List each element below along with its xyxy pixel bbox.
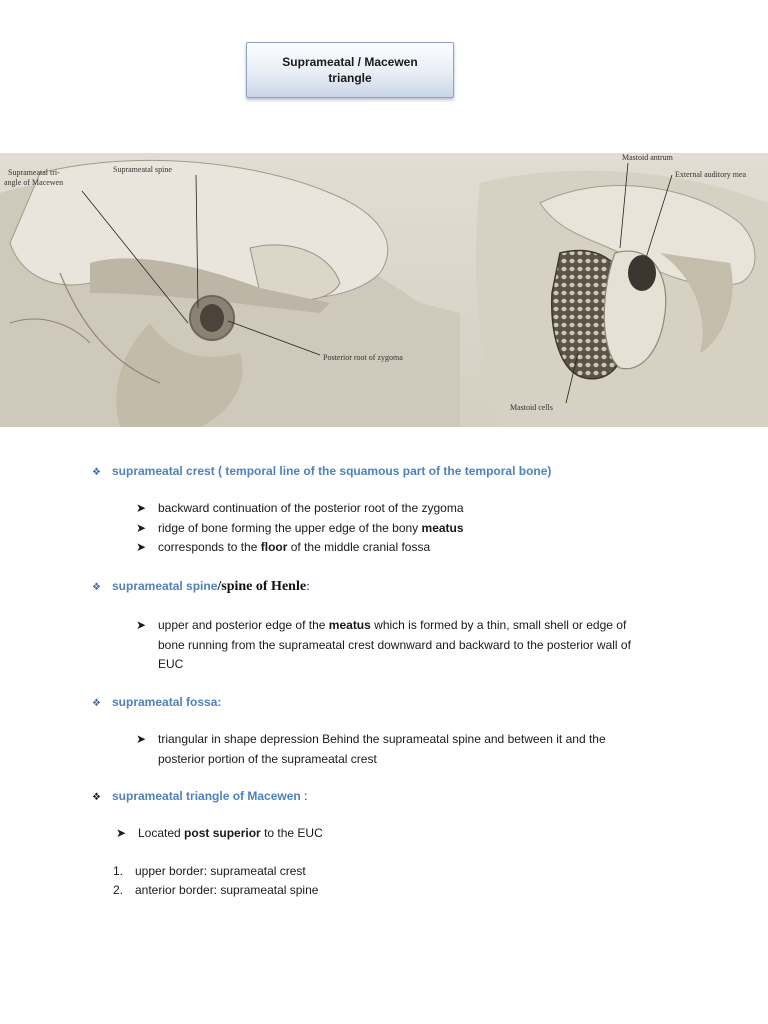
list-item-text: upper border: suprameatal crest	[135, 864, 306, 878]
list-number: 2.	[113, 883, 124, 897]
crest-bullet-3-tail: of the middle cranial fossa	[287, 540, 431, 554]
list-item	[136, 730, 606, 769]
triangle-bullet-list	[116, 824, 323, 844]
spine-heading-blue: suprameatal spine	[112, 579, 218, 593]
list-item	[116, 824, 323, 844]
list-item	[136, 538, 464, 558]
label-mastoid-cells: Mastoid cells	[510, 403, 553, 412]
title-text	[282, 54, 417, 86]
diamond-bullet-icon: ❖	[92, 792, 101, 803]
triangle-heading-blue: suprameatal triangle of Macewen	[112, 789, 301, 803]
list-number: 1.	[113, 864, 124, 878]
crest-bullet-2-bold: meatus	[421, 520, 464, 535]
crest-bullet-3-text: corresponds to the	[158, 540, 261, 554]
triangle-bullet-text: Located	[138, 826, 185, 840]
arrow-bullet-icon: ➤	[136, 501, 147, 515]
crest-bullet-3-bold: floor	[260, 540, 288, 554]
diamond-bullet-icon: ❖	[92, 582, 101, 593]
label-external-auditory-meatus: External auditory mea	[675, 170, 747, 179]
section-triangle-heading	[92, 787, 307, 807]
list-item-text: anterior border: suprameatal spine	[135, 883, 319, 897]
right-skull-illustration	[476, 171, 768, 427]
crest-bullet-2-text: ridge of bone forming the upper edge of the bony	[158, 520, 422, 535]
spine-heading-henle: /spine of Henle	[217, 579, 307, 594]
triangle-numbered-list	[113, 862, 318, 900]
fossa-bullet-list	[136, 730, 606, 769]
arrow-bullet-icon: ➤	[136, 540, 147, 554]
label-posterior-root-zygoma: Posterior root of zygoma	[323, 353, 403, 362]
list-item	[113, 862, 318, 881]
triangle-bullet-bold: post superior	[184, 826, 261, 840]
list-item	[113, 881, 318, 900]
spine-bullet-line-3: EUC	[158, 657, 184, 671]
label-mastoid-antrum: Mastoid antrum	[622, 153, 673, 162]
fossa-bullet-line-1: triangular in shape depression Behind the suprameatal spine and between it and the	[158, 732, 606, 746]
crest-heading-text: suprameatal crest ( temporal line of the squamous part of the temporal bone)	[112, 464, 552, 478]
crest-bullet-list	[136, 499, 464, 558]
fossa-bullet-line-2: posterior portion of the suprameatal crest	[158, 751, 377, 766]
arrow-bullet-icon: ➤	[136, 520, 147, 535]
arrow-bullet-icon: ➤	[116, 826, 127, 840]
spine-bullet-bold: meatus	[328, 618, 371, 632]
spine-bullet-line-1-tail: which is formed by a thin, small shell or edge of	[370, 618, 627, 632]
label-suprameatal-triangle-1: Suprameatal tri-	[8, 168, 60, 177]
diamond-bullet-icon: ❖	[92, 698, 101, 709]
spine-bullet-line-2: bone running from the suprameatal crest downward and backward to the posterior wall of	[158, 637, 631, 652]
spine-bullet-text: upper and posterior edge of the	[158, 618, 329, 632]
list-item	[136, 519, 464, 539]
spine-bullet-list	[136, 616, 631, 675]
label-suprameatal-triangle-2: angle of Macewen	[4, 178, 64, 187]
title-line-2: triangle	[328, 71, 372, 85]
label-suprameatal-spine: Suprameatal spine	[113, 165, 172, 174]
arrow-bullet-icon: ➤	[136, 732, 147, 746]
list-item	[136, 499, 464, 519]
diamond-bullet-icon: ❖	[92, 467, 101, 478]
spine-heading-colon: :	[306, 579, 311, 593]
title-box	[246, 42, 454, 98]
triangle-bullet-tail: to the EUC	[260, 826, 323, 840]
crest-bullet-1: backward continuation of the posterior root of the zygoma	[158, 501, 464, 515]
section-spine-heading	[92, 577, 310, 597]
section-fossa-heading	[92, 693, 221, 713]
temporal-bone-figure	[0, 153, 768, 427]
arrow-bullet-icon: ➤	[136, 618, 147, 632]
title-line-1: Suprameatal / Macewen	[282, 55, 418, 69]
section-crest-heading	[92, 462, 551, 482]
triangle-heading-tail: :	[300, 789, 308, 803]
list-item	[136, 616, 631, 675]
fossa-heading-text: suprameatal fossa:	[112, 695, 222, 709]
